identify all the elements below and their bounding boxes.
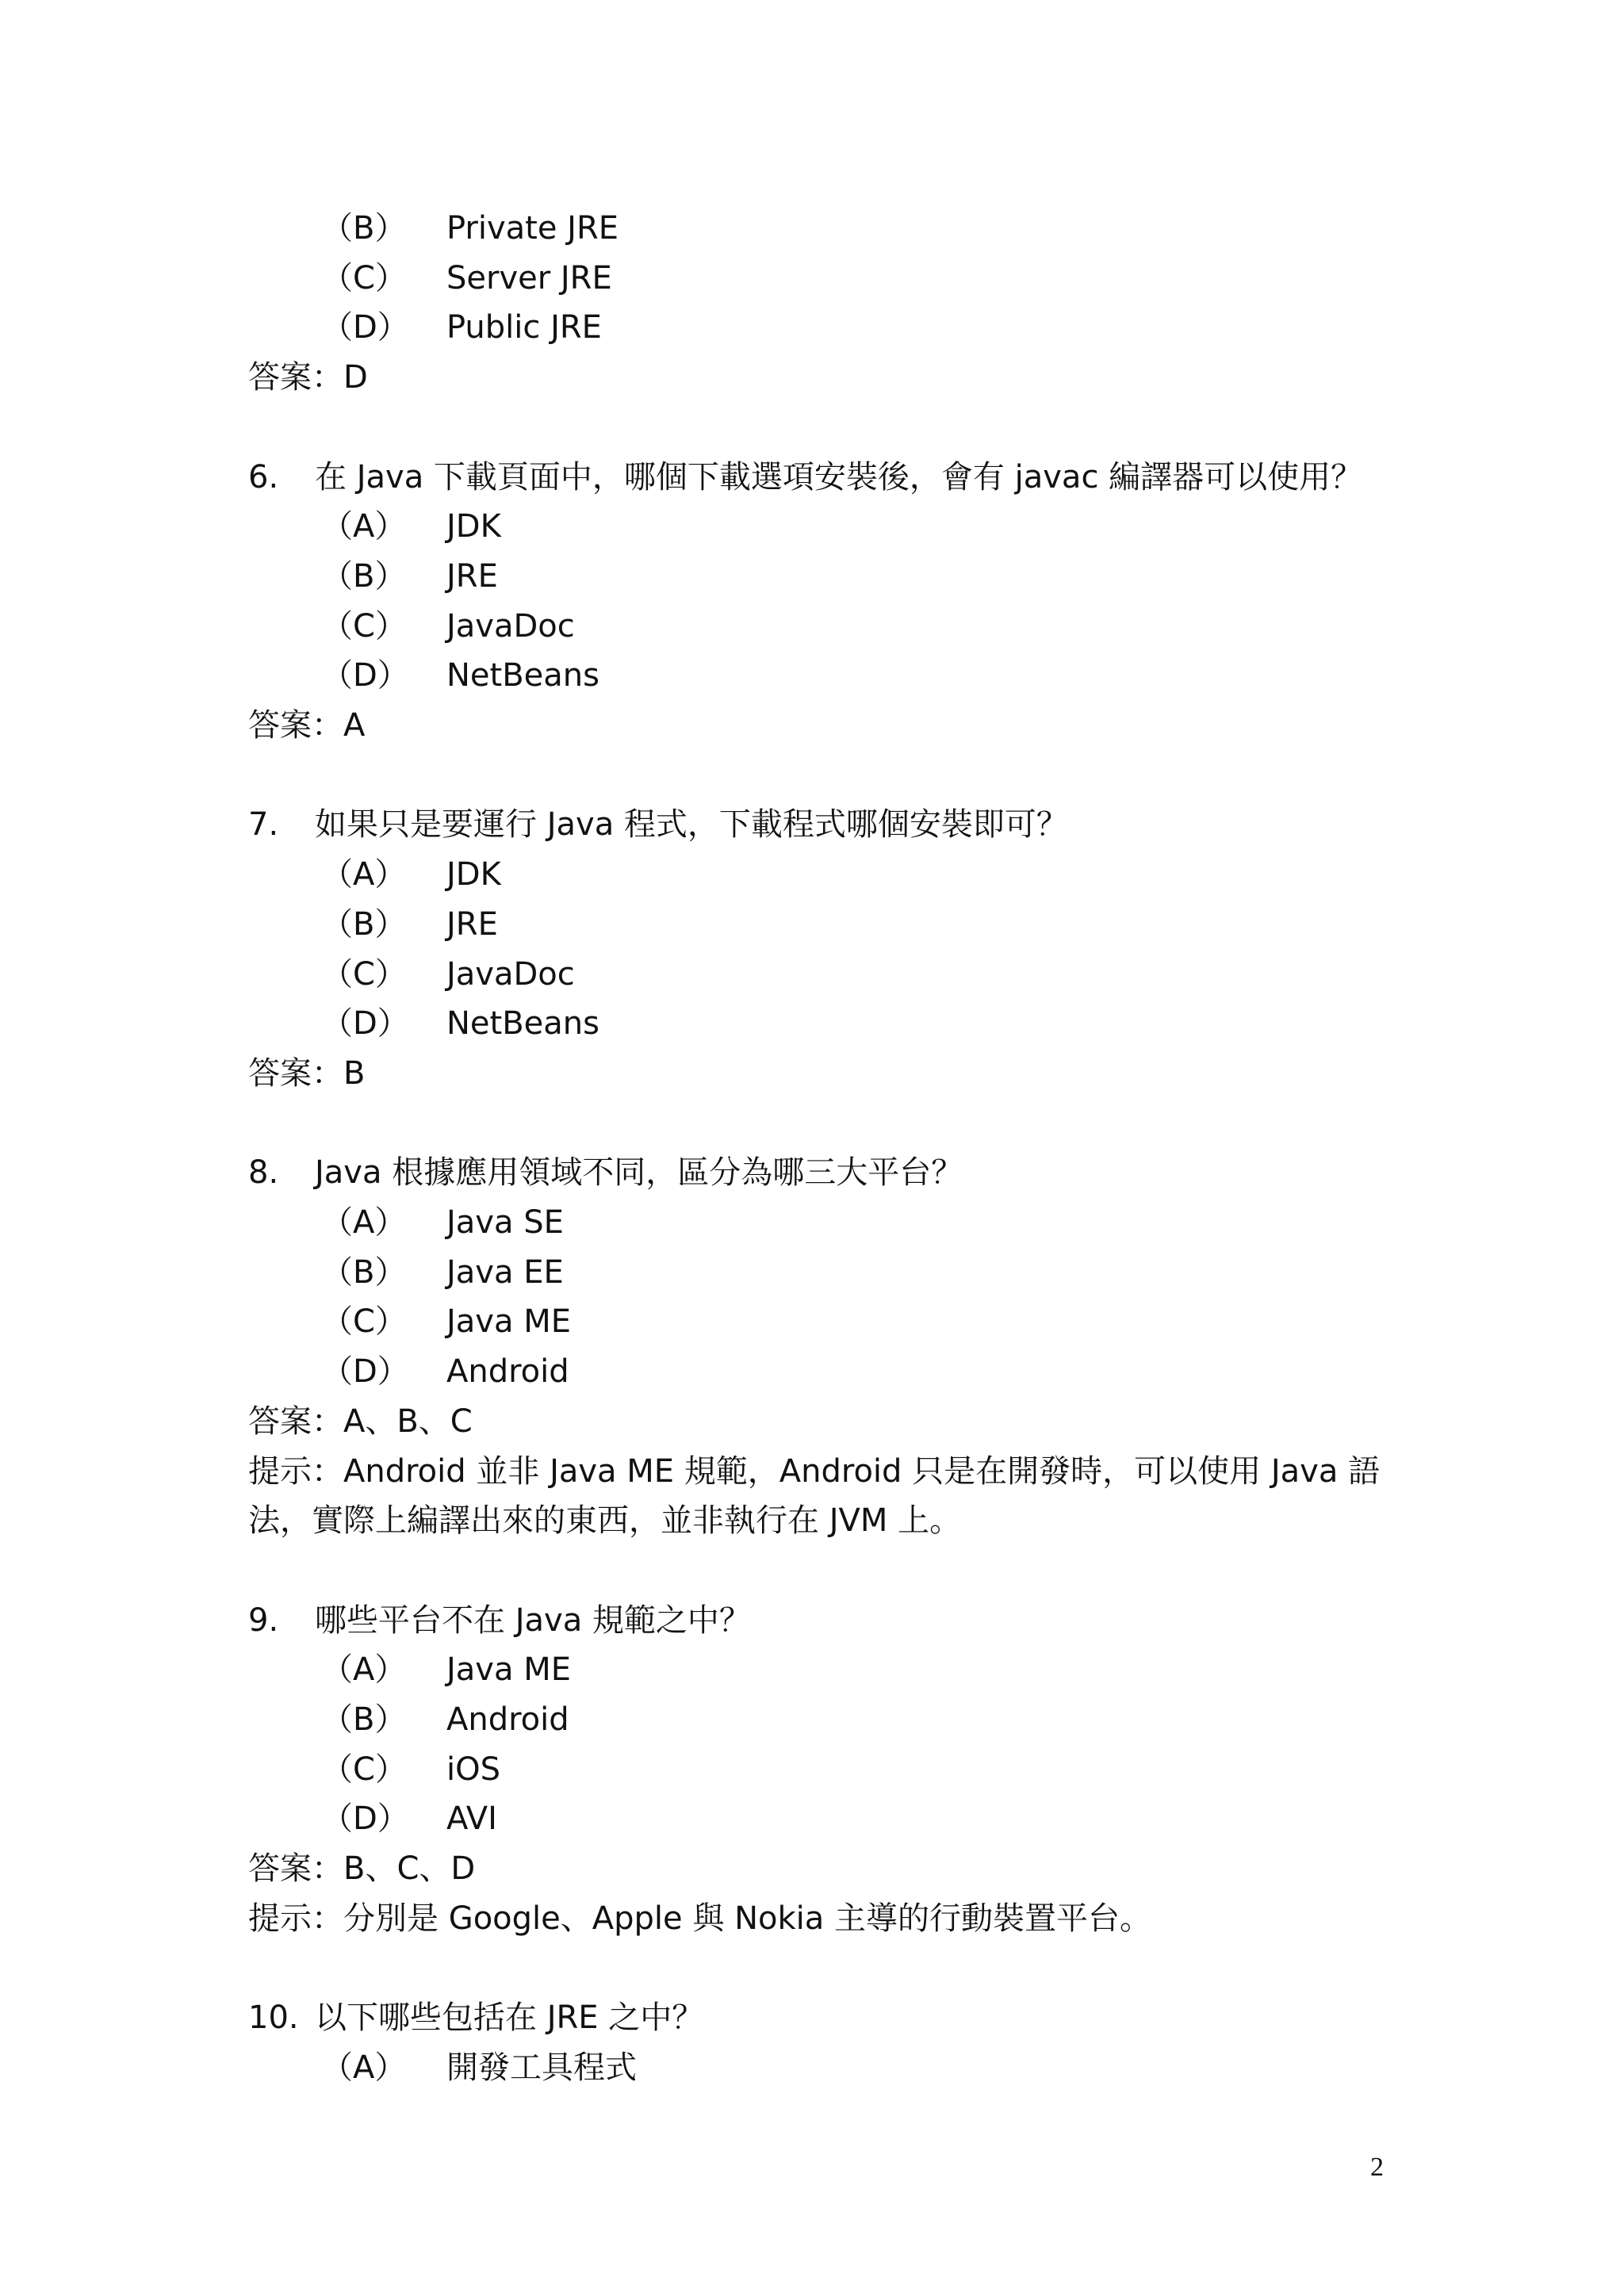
hint-text: 提示：Android 並非 Java ME 規範，Android 只是在開發時，可以使用 Java 語 (248, 1452, 1381, 1490)
question-number: 7. (248, 806, 279, 844)
option-text: AVI (446, 1800, 497, 1838)
answer-text: 答案：A (248, 707, 366, 744)
option-text: iOS (446, 1751, 500, 1788)
option-text: Private JRE (446, 210, 619, 247)
option-label: （A） (321, 508, 407, 545)
option-text: 開發工具程式 (446, 2049, 637, 2086)
option-label: （C） (321, 1751, 407, 1788)
option-label: （B） (321, 1253, 407, 1291)
hint-text: 提示：分別是 Google、Apple 與 Nokia 主導的行動裝置平台。 (248, 1900, 1151, 1937)
option-label: （D） (321, 1353, 409, 1391)
answer-text: 答案：A、B、C (248, 1402, 473, 1440)
option-text: Public JRE (446, 309, 602, 346)
option-text: JavaDoc (446, 607, 575, 645)
option-label: （C） (321, 1303, 407, 1341)
option-text: Android (446, 1353, 569, 1391)
option-text: JDK (446, 508, 501, 545)
hint-text: 法，實際上編譯出來的東西，並非執行在 JVM 上。 (248, 1502, 962, 1540)
option-text: Java SE (446, 1204, 564, 1241)
option-text: JRE (446, 557, 498, 595)
question-text: 在 Java 下載頁面中，哪個下載選項安裝後，會有 javac 編譯器可以使用？ (315, 458, 1363, 496)
option-label: （A） (321, 1204, 407, 1241)
question-number: 8. (248, 1154, 279, 1192)
option-text: JRE (446, 905, 498, 943)
question-text: 哪些平台不在 Java 規範之中？ (315, 1601, 751, 1639)
answer-text: 答案：B、C、D (248, 1850, 476, 1888)
option-label: （A） (321, 856, 407, 894)
option-text: NetBeans (446, 657, 599, 695)
option-label: （D） (321, 1800, 409, 1838)
option-label: （D） (321, 1005, 409, 1043)
option-text: Android (446, 1701, 569, 1738)
question-number: 9. (248, 1601, 279, 1639)
option-text: NetBeans (446, 1005, 599, 1043)
option-label: （A） (321, 2049, 407, 2086)
option-label: （D） (321, 657, 409, 695)
option-label: （B） (321, 557, 407, 595)
question-text: Java 根據應用領域不同，區分為哪三大平台？ (315, 1154, 963, 1192)
answer-text: 答案：B (248, 1054, 366, 1092)
question-number: 10. (248, 1999, 299, 2037)
option-label: （B） (321, 1701, 407, 1738)
question-text: 如果只是要運行 Java 程式，下載程式哪個安裝即可？ (315, 806, 1068, 844)
option-label: （B） (321, 210, 407, 247)
option-text: JavaDoc (446, 955, 575, 993)
option-label: （A） (321, 1651, 407, 1689)
option-label: （C） (321, 607, 407, 645)
option-text: Java ME (446, 1651, 571, 1689)
question-text: 以下哪些包括在 JRE 之中？ (315, 1999, 704, 2037)
option-text: Java ME (446, 1303, 571, 1341)
option-label: （C） (321, 955, 407, 993)
page-number: 2 (1370, 2152, 1384, 2182)
option-text: JDK (446, 856, 501, 894)
question-number: 6. (248, 458, 279, 496)
answer-text: 答案：D (248, 359, 368, 396)
option-text: Java EE (446, 1253, 564, 1291)
option-label: （C） (321, 259, 407, 297)
option-label: （B） (321, 905, 407, 943)
option-text: Server JRE (446, 259, 612, 297)
option-label: （D） (321, 309, 409, 346)
